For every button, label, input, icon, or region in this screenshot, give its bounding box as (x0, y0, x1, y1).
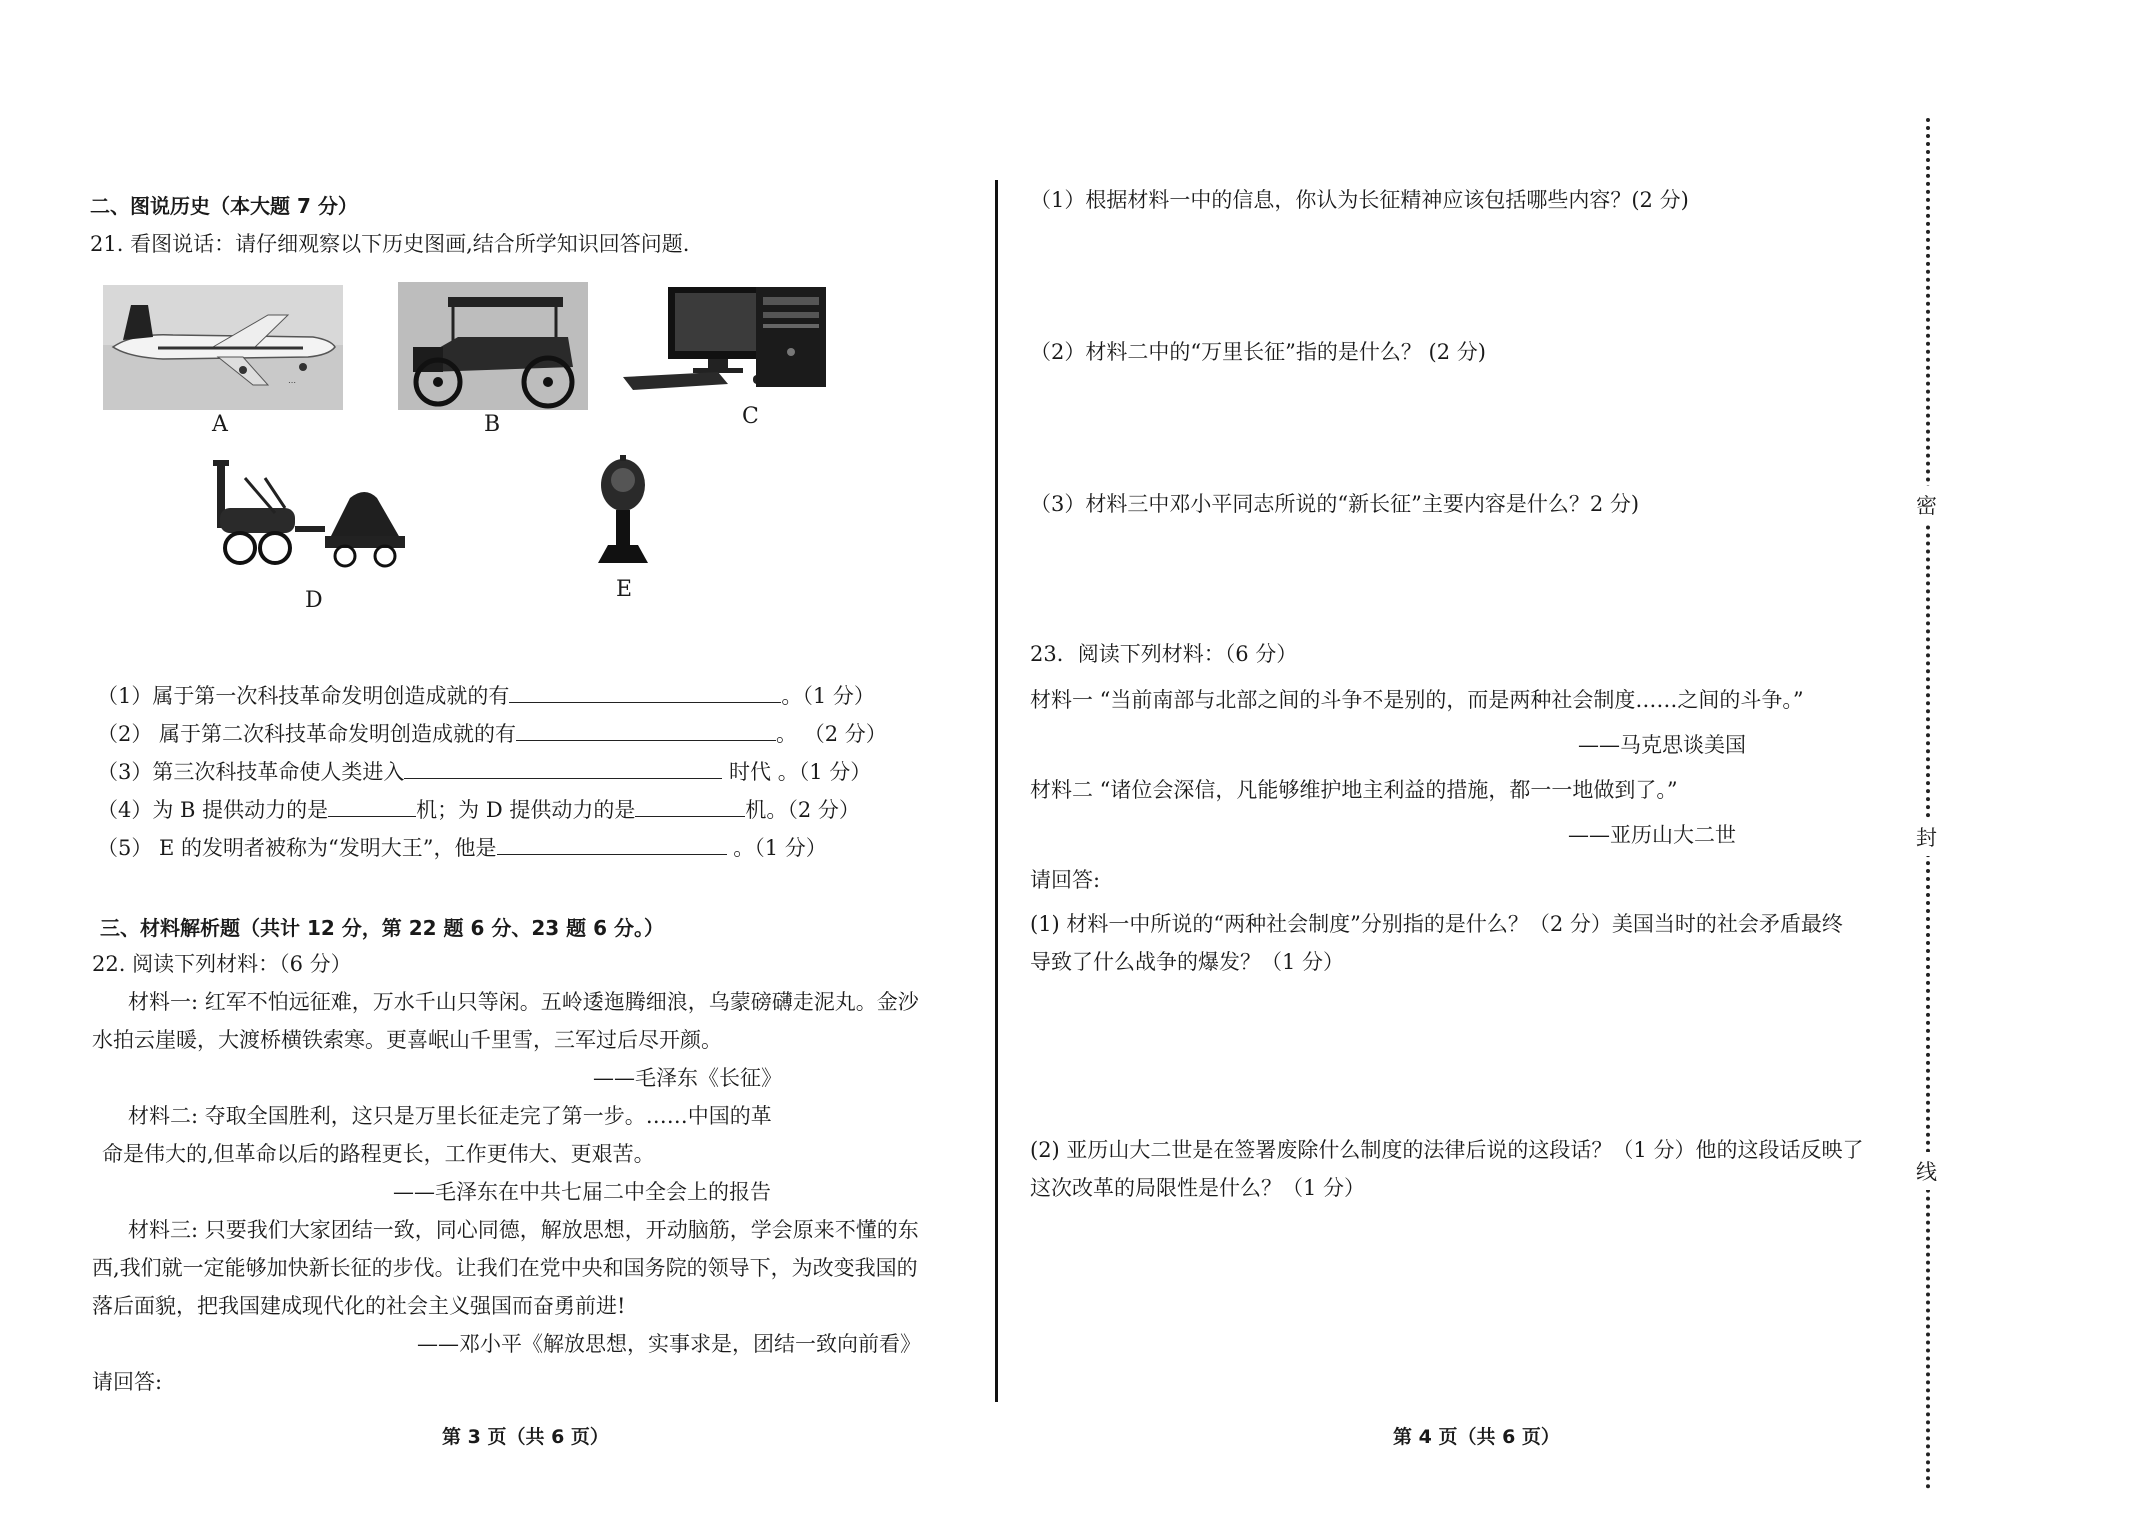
material-1-source: ——毛泽东《长征》 (593, 1066, 782, 1090)
section-3-title: 三、材料解析题（共计 12 分，第 22 题 6 分、23 题 6 分。） (100, 916, 664, 940)
answer-blank-2[interactable] (516, 720, 776, 741)
material-3-line-2: 西,我们就一定能够加快新长征的步伐。让我们在党中央和国务院的领导下，为改变我国的 (92, 1256, 918, 1280)
q21-line-3: （3）第三次科技革命使人类进入 时代 。（1 分） (97, 760, 872, 784)
model-t-car-image (398, 282, 588, 410)
page-footer-4: 第 4 页（共 6 页） (1393, 1426, 1560, 1448)
q22-sub-3: （3）材料三中邓小平同志所说的“新长征”主要内容是什么？2 分) (1030, 492, 1640, 516)
caption-a: A (212, 412, 228, 437)
caption-c: C (742, 404, 759, 429)
q21-line-4: （4）为 B 提供动力的是 机；为 D 提供动力的是 机。（2 分） (97, 798, 860, 822)
seal-dotted-line (1926, 118, 1930, 1490)
q21-line-1: （1）属于第一次科技革命发明创造成就的有 。（1 分） (97, 684, 875, 708)
q23-material-1-source: ——马克思谈美国 (1578, 733, 1746, 757)
section-2-title: 二、图说历史（本大题 7 分） (90, 194, 358, 218)
question-23-stem: 23．阅读下列材料：（6 分） (1030, 642, 1298, 666)
q23-material-2: 材料二 “诸位会深信，凡能够维护地主利益的措施，都一一地做到了。” (1030, 778, 1678, 802)
material-2-source: ——毛泽东在中共七届二中全会上的报告 (393, 1180, 771, 1204)
page-divider (995, 180, 998, 1402)
answer-blank-4a[interactable] (328, 796, 416, 817)
material-2-line-1: 材料二: 夺取全国胜利，这只是万里长征走完了第一步。……中国的革 (128, 1104, 772, 1128)
seal-char-feng: 封 (1916, 818, 1937, 856)
answer-prompt-left: 请回答: (92, 1370, 163, 1394)
answer-blank-3[interactable] (404, 758, 722, 779)
q23-sub-2-line-2: 这次改革的局限性是什么？（1 分） (1030, 1176, 1366, 1200)
q23-sub-1-line-2: 导致了什么战争的爆发？（1 分） (1030, 950, 1345, 974)
material-3-source: ——邓小平《解放思想，实事求是，团结一致向前看》 (417, 1332, 921, 1356)
material-1-line-1: 材料一: 红军不怕远征难，万水千山只等闲。五岭逶迤腾细浪，乌蒙磅礴走泥丸。金沙 (128, 990, 919, 1014)
caption-b: B (484, 412, 501, 437)
q22-sub-1: （1）根据材料一中的信息，你认为长征精神应该包括哪些内容？(2 分) (1030, 188, 1689, 212)
page-footer-3: 第 3 页（共 6 页） (442, 1426, 609, 1448)
material-3-line-1: 材料三: 只要我们大家团结一致，同心同德，解放思想，开动脑筋，学会原来不懂的东 (128, 1218, 919, 1242)
answer-blank-5[interactable] (497, 834, 727, 855)
question-22-stem: 22. 阅读下列材料：（6 分） (92, 952, 352, 976)
seal-char-mi: 密 (1916, 486, 1937, 524)
q23-sub-1-line-1: (1) 材料一中所说的“两种社会制度”分别指的是什么？（2 分）美国当时的社会矛盾最终 (1030, 912, 1843, 936)
answer-blank-1[interactable] (509, 682, 781, 703)
q21-line-5: （5） E 的发明者被称为“发明大王”，他是 。（1 分） (97, 836, 827, 860)
question-21-stem: 21. 看图说话：请仔细观察以下历史图画,结合所学知识回答问题. (90, 232, 690, 256)
desktop-computer-image (618, 282, 833, 392)
q23-material-1: 材料一 “当前南部与北部之间的斗争不是别的，而是两种社会制度……之间的斗争。” (1030, 688, 1804, 712)
q21-line-2: （2） 属于第二次科技革命发明创造成就的有 。 （2 分） (97, 722, 887, 746)
q23-material-2-source: ——亚历山大二世 (1568, 823, 1736, 847)
caption-d: D (305, 588, 323, 613)
edison-lamp-image (588, 455, 658, 570)
caption-e: E (616, 577, 633, 602)
airplane-image (103, 285, 343, 410)
seal-char-xian: 线 (1916, 1152, 1937, 1190)
answer-prompt-right: 请回答: (1030, 868, 1101, 892)
steam-locomotive-image (205, 458, 410, 583)
q23-sub-2-line-1: (2) 亚历山大二世是在签署废除什么制度的法律后说的这段话？（1 分）他的这段话反映了 (1030, 1138, 1864, 1162)
material-1-line-2: 水拍云崖暖，大渡桥横铁索寒。更喜岷山千里雪，三军过后尽开颜。 (92, 1028, 722, 1052)
svg-text:⋯: ⋯ (288, 378, 296, 387)
material-3-line-3: 落后面貌，把我国建成现代化的社会主义强国而奋勇前进! (92, 1294, 626, 1318)
q22-sub-2: （2）材料二中的“万里长征”指的是什么？ (2 分) (1030, 340, 1486, 364)
answer-blank-4b[interactable] (635, 796, 745, 817)
material-2-line-2: 命是伟大的,但革命以后的路程更长，工作更伟大、更艰苦。 (102, 1142, 655, 1166)
